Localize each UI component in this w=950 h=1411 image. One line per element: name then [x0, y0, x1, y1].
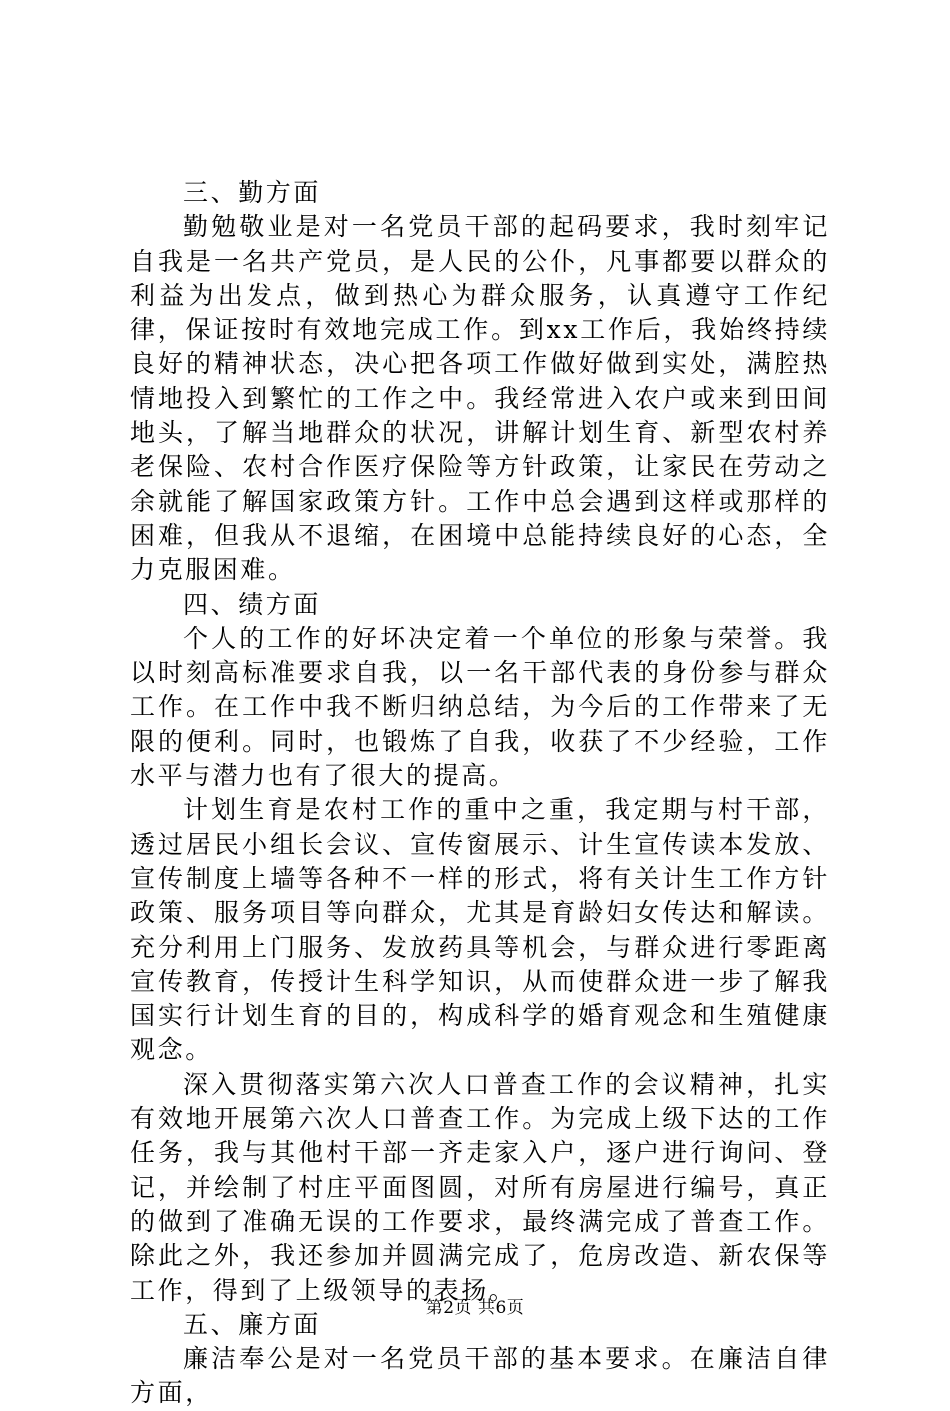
- paragraph-diligence: 勤勉敬业是对一名党员干部的起码要求，我时刻牢记自我是一名共产党员，是人民的公仆，凡事都要以群众的利益为出发点，做到热心为群众服务，认真遵守工作纪律，保证按时有效地完成工作。到xx工作后，我始终持续良好的精神状态，决心把各项工作做好做到实处，满腔热情地投入到繁忙的工作之中。我经常进入农户或来到田间地头，了解当地群众的状况，讲解计划生育、新型农村养老保险、农村合作医疗保险等方针政策，让家民在劳动之余就能了解国家政策方针。工作中总会遇到这样或那样的困难，但我从不退缩，在困境中总能持续良好的心态，全力克服困难。: [130, 212, 830, 585]
- section-heading-integrity: 五、廉方面: [183, 1309, 322, 1339]
- paragraph-census: 深入贯彻落实第六次人口普查工作的会议精神，扎实有效地开展第六次人口普查工作。为完成上级下达的工作任务，我与其他村干部一齐走家入户，逐户进行询问、登记，并绘制了村庄平面图圆，对所有房屋进行编号，真正的做到了准确无误的工作要求，最终满完成了普查工作。除此之外，我还参加并圆满完成了，危房改造、新农保等工作，得到了上级领导的表扬。: [130, 1069, 830, 1305]
- paragraph-family-planning: 计划生育是农村工作的重中之重，我定期与村干部，透过居民小组长会议、宣传窗展示、计生宣传读本发放、宣传制度上墙等各种不一样的形式，将有关计生工作方针政策、服务项目等向群众，尤其是育龄妇女传达和解读。充分利用上门服务、发放药具等机会，与群众进行零距离宣传教育，传授计生科学知识，从而使群众进一步了解我国实行计划生育的目的，构成科学的婚育观念和生殖健康观念。: [130, 795, 830, 1065]
- paragraph-performance: 个人的工作的好坏决定着一个单位的形象与荣誉。我以时刻高标准要求自我，以一名干部代表的身份参与群众工作。在工作中我不断归纳总结，为今后的工作带来了无限的便利。同时，也锻炼了自我，收获了不少经验，工作水平与潜力也有了很大的提高。: [130, 623, 830, 791]
- page-number-footer: 第2页 共6页: [425, 1298, 525, 1318]
- section-heading-diligence: 三、勤方面: [183, 178, 322, 207]
- paragraph-integrity: 廉洁奉公是对一名党员干部的基本要求。在廉洁自律方面，: [130, 1344, 830, 1408]
- document-body: [130, 176, 830, 1411]
- section-heading-performance: 四、绩方面: [183, 589, 322, 619]
